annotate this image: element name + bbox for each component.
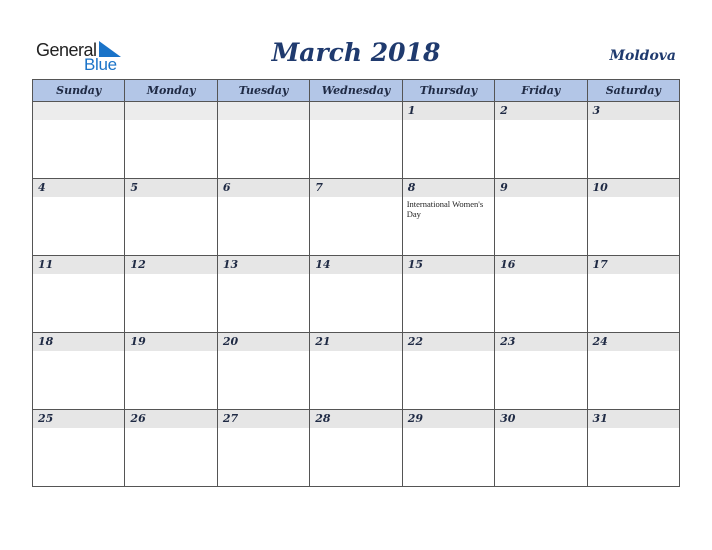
day-cell (33, 333, 125, 410)
day-number: 1 (403, 102, 494, 120)
day-cell (495, 102, 587, 179)
weekday-header: Tuesday (217, 80, 309, 102)
country-name: Moldova (609, 48, 676, 64)
day-number: 15 (403, 256, 494, 274)
day-cell (310, 179, 402, 256)
day-cell (587, 333, 679, 410)
day-cell (587, 410, 679, 487)
day-cell (495, 333, 587, 410)
day-cell (310, 410, 402, 487)
day-cell (217, 102, 309, 179)
day-number: 13 (218, 256, 309, 274)
weekday-header: Thursday (402, 80, 494, 102)
day-number (125, 102, 216, 120)
day-number: 16 (495, 256, 586, 274)
day-cell (125, 102, 217, 179)
day-number: 22 (403, 333, 494, 351)
day-number: 29 (403, 410, 494, 428)
day-number: 8 (403, 179, 494, 197)
day-cell (33, 256, 125, 333)
day-number: 23 (495, 333, 586, 351)
day-number: 26 (125, 410, 216, 428)
weekday-header-row (33, 80, 680, 102)
day-number: 12 (125, 256, 216, 274)
weekday-header: Monday (125, 80, 217, 102)
day-cell (310, 102, 402, 179)
day-cell (125, 256, 217, 333)
day-cell (310, 256, 402, 333)
day-number: 28 (310, 410, 401, 428)
day-number: 21 (310, 333, 401, 351)
weekday-header: Friday (495, 80, 587, 102)
day-cell (217, 256, 309, 333)
day-cell (587, 179, 679, 256)
day-cell (495, 179, 587, 256)
day-cell (33, 102, 125, 179)
weekday-header: Sunday (33, 80, 125, 102)
day-cell (33, 410, 125, 487)
day-cell (33, 179, 125, 256)
day-number: 30 (495, 410, 586, 428)
week-row (33, 102, 680, 179)
logo-word-blue: Blue (84, 55, 117, 74)
day-cell (310, 333, 402, 410)
day-number: 31 (588, 410, 679, 428)
day-number (218, 102, 309, 120)
weekday-header: Saturday (587, 80, 679, 102)
day-number: 19 (125, 333, 216, 351)
day-cell (587, 102, 679, 179)
weekday-header: Wednesday (310, 80, 402, 102)
week-row (33, 179, 680, 256)
calendar-grid (32, 79, 680, 487)
day-number: 10 (588, 179, 679, 197)
day-cell (217, 333, 309, 410)
day-number: 27 (218, 410, 309, 428)
week-row (33, 410, 680, 487)
week-row (33, 256, 680, 333)
day-number: 7 (310, 179, 401, 197)
day-cell (402, 333, 494, 410)
day-cell (402, 410, 494, 487)
day-number: 3 (588, 102, 679, 120)
day-cell (495, 256, 587, 333)
day-cell (125, 179, 217, 256)
day-number: 25 (33, 410, 124, 428)
day-number: 20 (218, 333, 309, 351)
week-row (33, 333, 680, 410)
day-number: 17 (588, 256, 679, 274)
day-number: 18 (33, 333, 124, 351)
day-number: 5 (125, 179, 216, 197)
day-cell (125, 410, 217, 487)
day-number: 24 (588, 333, 679, 351)
day-number: 9 (495, 179, 586, 197)
day-cell (217, 179, 309, 256)
day-cell (587, 256, 679, 333)
day-number: 14 (310, 256, 401, 274)
holiday-label: International Women's Day (406, 199, 484, 219)
day-number (33, 102, 124, 120)
day-cell (402, 179, 494, 256)
day-cell (402, 256, 494, 333)
day-cell (495, 410, 587, 487)
day-number: 11 (33, 256, 124, 274)
logo-word-general: General (36, 40, 97, 60)
day-number: 4 (33, 179, 124, 197)
day-number (310, 102, 401, 120)
calendar-title: March 2018 (271, 38, 441, 67)
day-number: 2 (495, 102, 586, 120)
day-cell (125, 333, 217, 410)
day-cell (217, 410, 309, 487)
day-number: 6 (218, 179, 309, 197)
day-cell (402, 102, 494, 179)
